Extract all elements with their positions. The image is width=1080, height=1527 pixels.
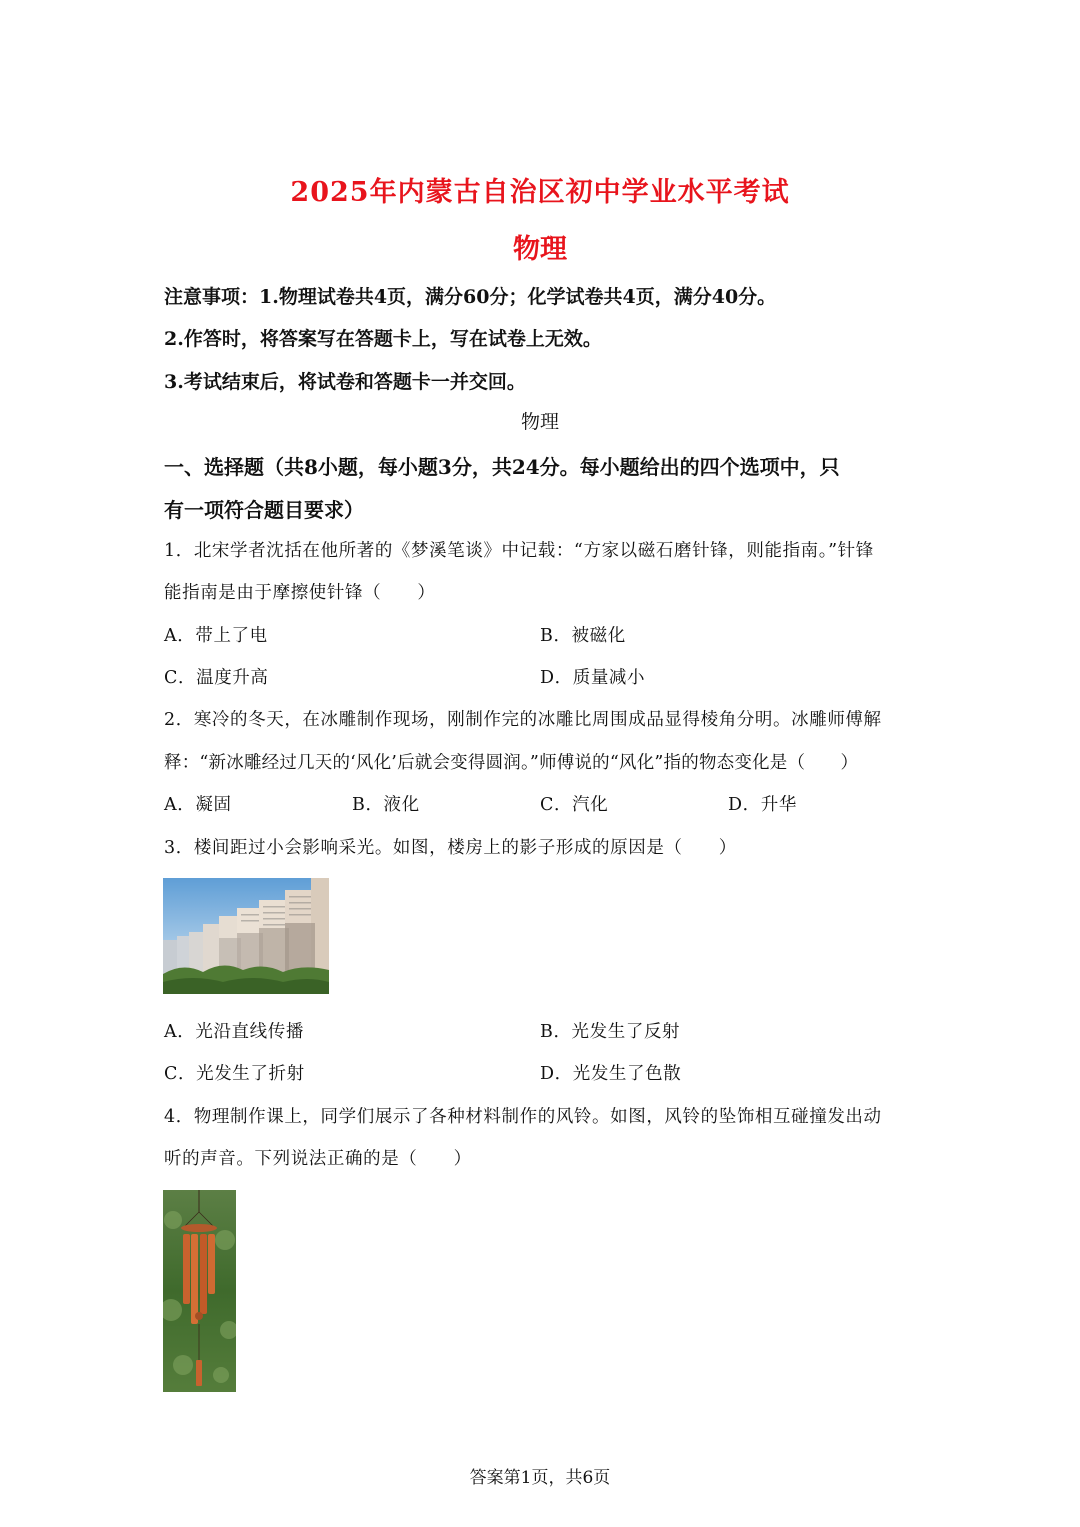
notice-line-1: 注意事项：1.物理试卷共4页，满分60分；化学试卷共4页，满分40分。 (164, 286, 777, 308)
question-1-stem-line-1: 1．北宋学者沈括在他所著的《梦溪笔谈》中记载：“方家以磁石磨针锋，则能指南。”针锋 (164, 541, 874, 561)
question-1-option-b: B．被磁化 (540, 626, 626, 646)
question-4-stem-line-2: 听的声音。下列说法正确的是（ ） (164, 1149, 472, 1169)
question-2-stem-line-2: 释：“新冰雕经过几天的‘风化’后就会变得圆润。”师傅说的“风化”指的物态变化是（ ） (164, 753, 859, 773)
question-2-stem-line-1: 2．寒冷的冬天，在冰雕制作现场，刚制作完的冰雕比周围成品显得棱角分明。冰雕师傅解 (164, 710, 882, 730)
question-3-option-b: B．光发生了反射 (540, 1022, 681, 1042)
notice-line-3: 3.考试结束后，将试卷和答题卡一并交回。 (164, 371, 526, 393)
question-1-option-a: A．带上了电 (164, 626, 268, 646)
section-heading-line-1: 一、选择题（共8小题，每小题3分，共24分。每小题给出的四个选项中，只 (164, 455, 840, 479)
question-1-stem-line-2: 能指南是由于摩擦使针锋（ ） (164, 583, 436, 603)
question-2-option-b: B．液化 (352, 795, 420, 815)
question-1-option-d: D．质量减小 (540, 668, 646, 688)
question-2-option-d: D．升华 (728, 795, 797, 815)
question-3-option-a: A．光沿直线传播 (164, 1022, 304, 1042)
notice-line-2: 2.作答时，将答案写在答题卡上，写在试卷上无效。 (164, 328, 602, 350)
section-subject-label: 物理 (520, 411, 559, 433)
wind-chime-photo (163, 1190, 236, 1392)
exam-title: 2025年内蒙古自治区初中学业水平考试 (290, 177, 790, 208)
question-3-stem: 3．楼间距过小会影响采光。如图，楼房上的影子形成的原因是（ ） (164, 838, 737, 858)
exam-subject-title: 物理 (513, 234, 567, 265)
buildings-photo (163, 878, 329, 994)
question-3-option-c: C．光发生了折射 (164, 1064, 305, 1084)
question-4-stem-line-1: 4．物理制作课上，同学们展示了各种材料制作的风铃。如图，风铃的坠饰相互碰撞发出动 (164, 1107, 882, 1127)
question-2-option-c: C．汽化 (540, 795, 609, 815)
question-1-option-c: C．温度升高 (164, 668, 269, 688)
page-number-footer: 答案第1页，共6页 (469, 1468, 611, 1488)
question-2-option-a: A．凝固 (164, 795, 232, 815)
question-3-option-d: D．光发生了色散 (540, 1064, 682, 1084)
section-heading-line-2: 有一项符合题目要求） (164, 498, 364, 522)
